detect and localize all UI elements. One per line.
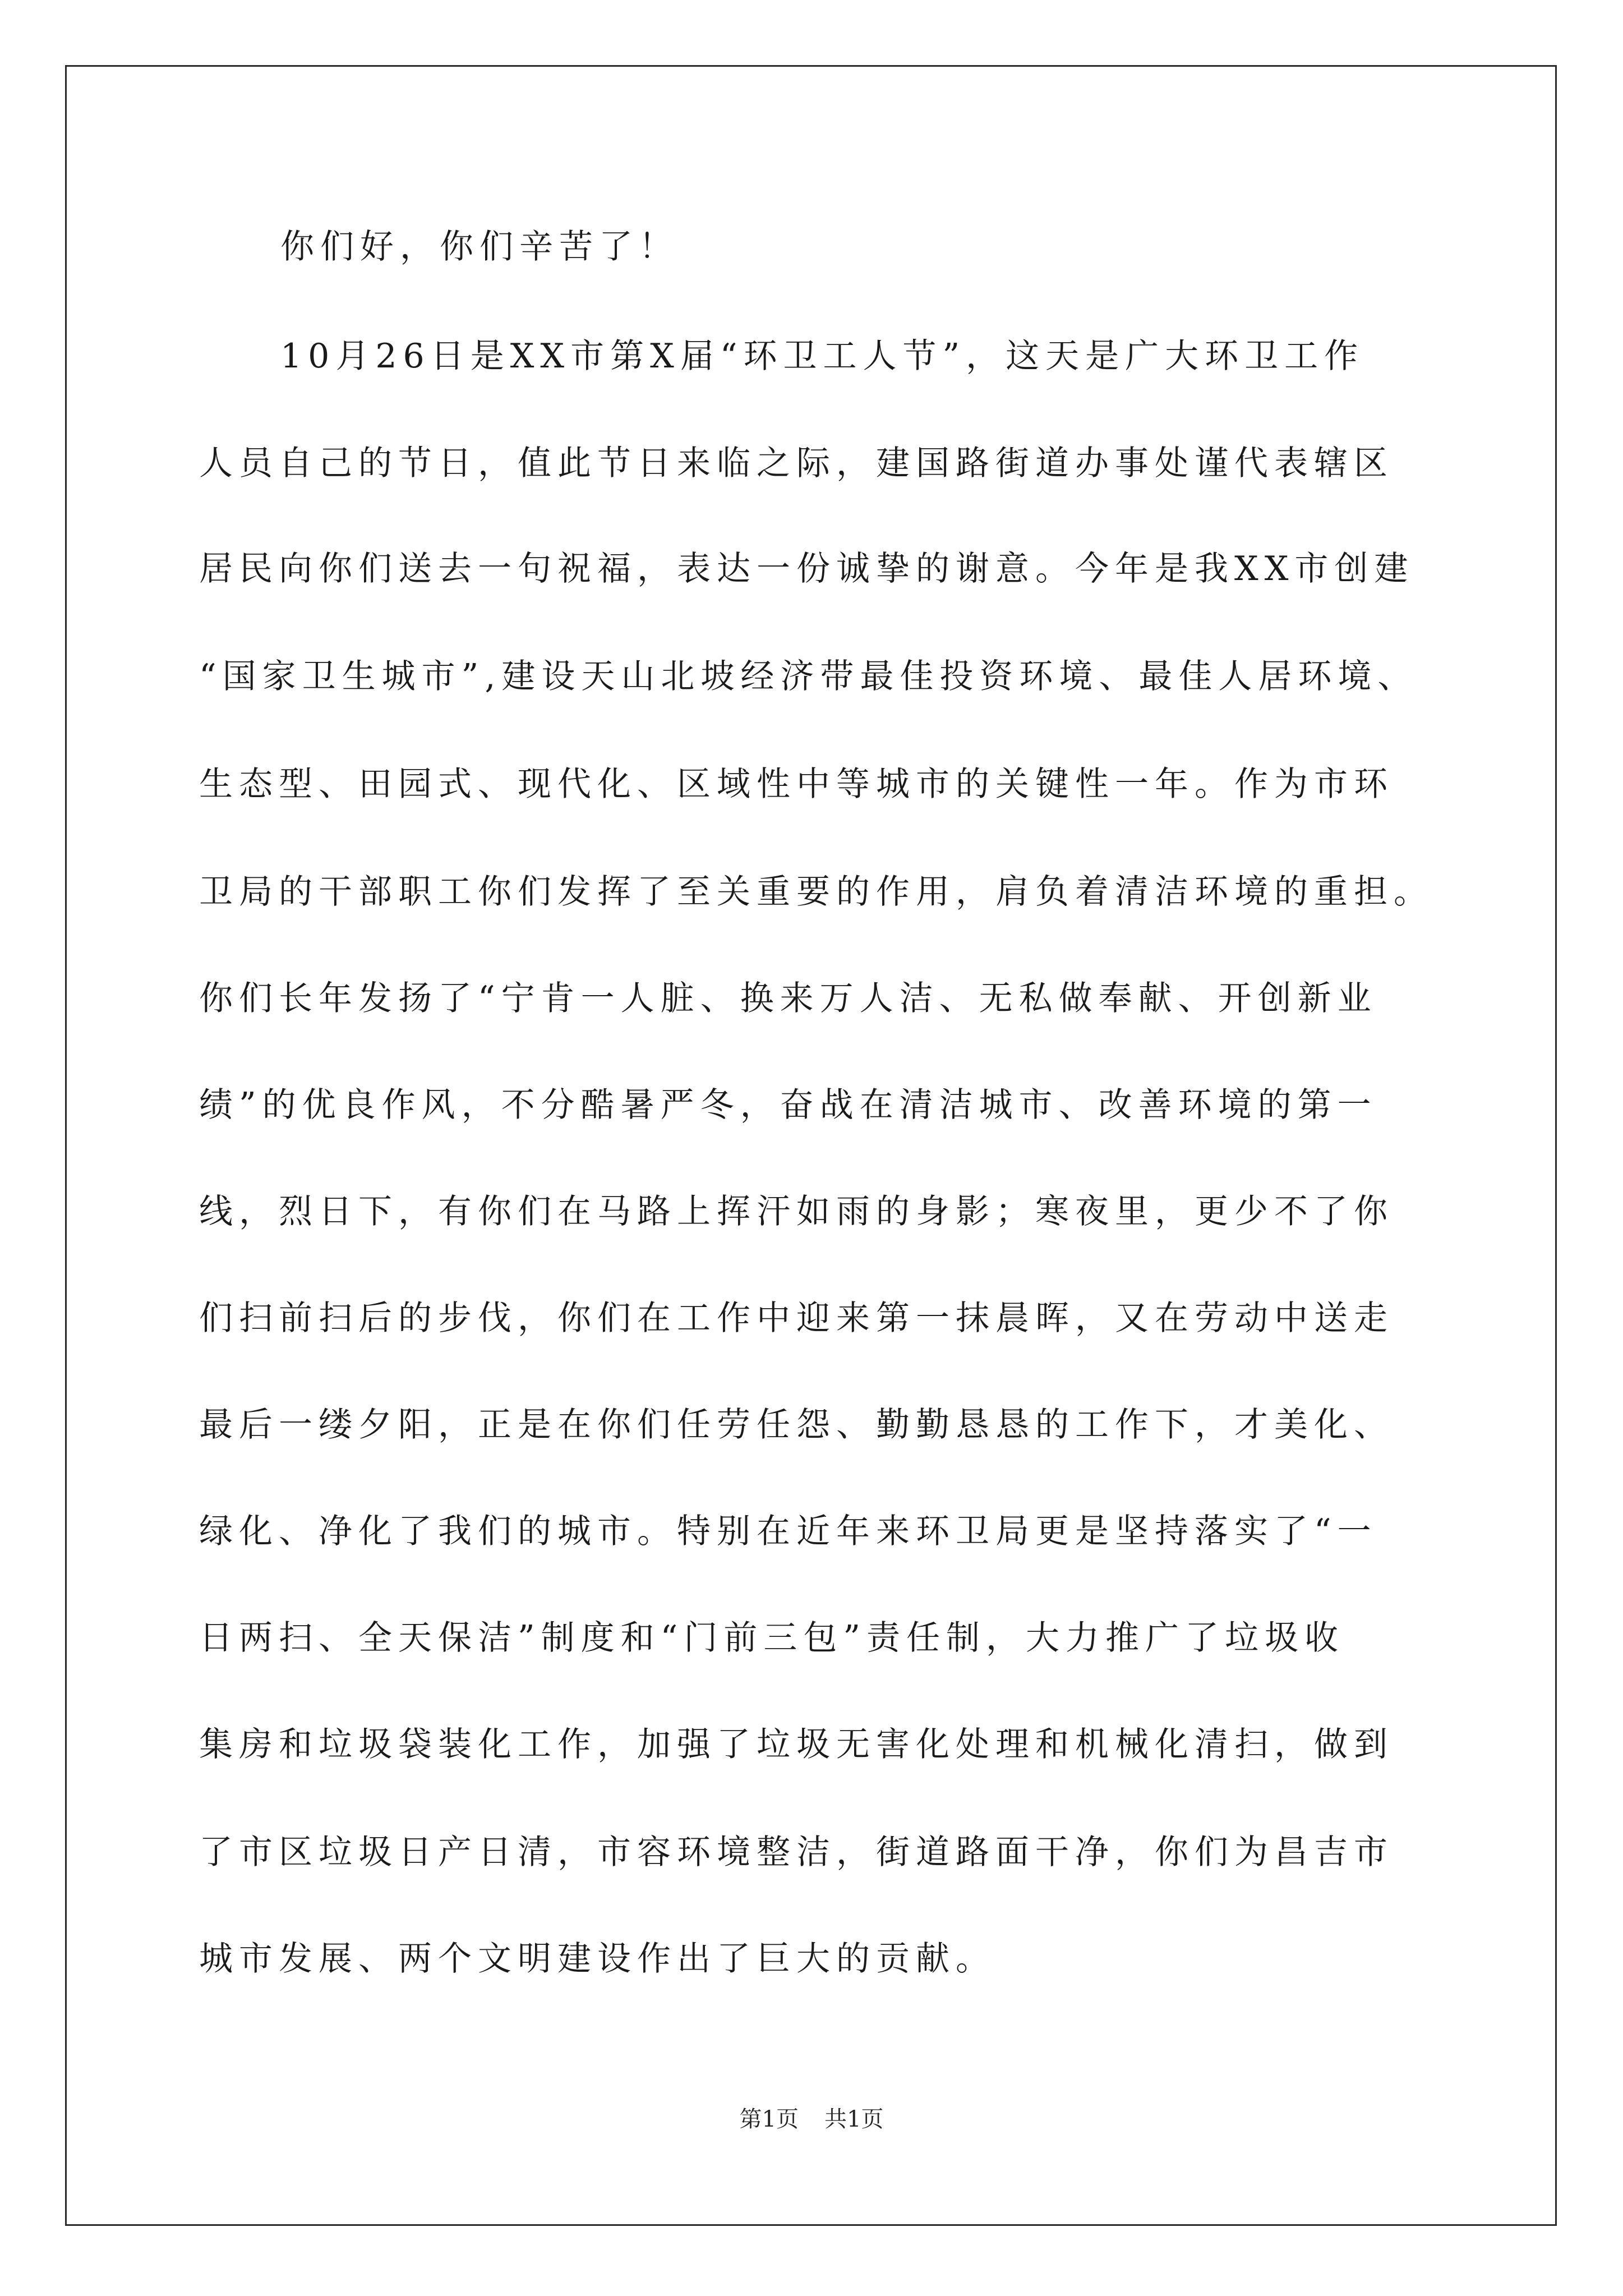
body-line: 人员自己的节日，值此节日来临之际，建国路街道办事处谨代表辖区 — [199, 444, 1394, 483]
body-line: 们扫前扫后的步伐，你们在工作中迎来第一抹晨晖，又在劳动中送走 — [199, 1299, 1394, 1338]
body-line: 了市区垃圾日产日清，市容环境整洁，街道路面干净，你们为昌吉市 — [199, 1833, 1394, 1872]
body-line: 最后一缕夕阳，正是在你们任劳任怨、勤勤恳恳的工作下，才美化、 — [199, 1405, 1394, 1444]
page-footer — [0, 2108, 1623, 2131]
page-count: 共1页 — [824, 2106, 884, 2132]
body-line: 生态型、田园式、现代化、区域性中等城市的关键性一年。作为市环 — [199, 765, 1394, 804]
body-line: 你们长年发扬了“宁肯一人脏、换来万人洁、无私做奉献、开创新业 — [199, 979, 1377, 1018]
body-line: 绩”的优良作风，不分酷暑严冬，奋战在清洁城市、改善环境的第一 — [199, 1085, 1377, 1125]
body-line: 集房和垃圾袋装化工作，加强了垃圾无害化处理和机械化清扫，做到 — [199, 1725, 1394, 1764]
body-line: 城市发展、两个文明建设作出了巨大的贡献。 — [199, 1939, 995, 1978]
page-number: 第1页 — [739, 2106, 799, 2132]
body-line: “国家卫生城市”,建设天山北坡经济带最佳投资环境、最佳人居环境、 — [199, 657, 1418, 696]
body-line: 居民向你们送去一句祝福，表达一份诚挚的谢意。今年是我XX市创建 — [199, 549, 1414, 588]
page-border — [65, 65, 1557, 2226]
body-line: 日两扫、全天保洁”制度和“门前三包”责任制，大力推广了垃圾收 — [199, 1618, 1345, 1658]
body-line: 线，烈日下，有你们在马路上挥汗如雨的身影；寒夜里，更少不了你 — [199, 1192, 1394, 1231]
body-line: 10月26日是XX市第X届“环卫工人节”，这天是广大环卫工作 — [280, 337, 1364, 376]
greeting-line: 你们好，你们辛苦了！ — [280, 227, 679, 266]
body-line: 卫局的干部职工你们发挥了至关重要的作用，肩负着清洁环境的重担。 — [199, 872, 1433, 912]
body-line: 绿化、净化了我们的城市。特别在近年来环卫局更是坚持落实了“一 — [199, 1512, 1377, 1551]
